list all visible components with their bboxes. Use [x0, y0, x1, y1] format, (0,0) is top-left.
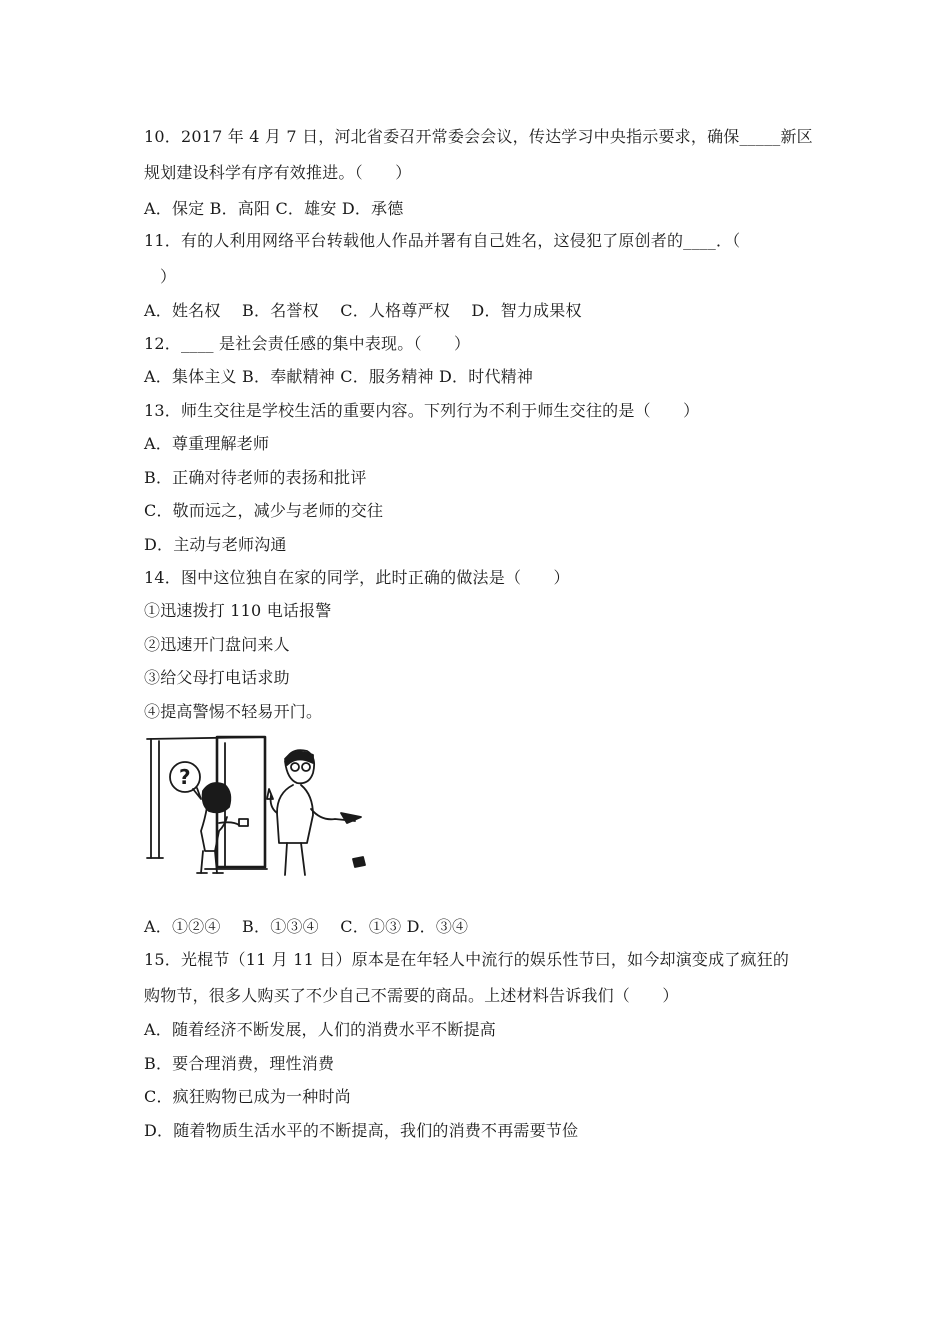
q15-stem-line1: 15．光棍节（11 月 11 日）原本是在年轻人中流行的娱乐性节曰，如今却演变成了疯狂的 — [144, 950, 790, 969]
q13-option-a: A．尊重理解老师 — [144, 434, 270, 453]
q10-stem-line1: 10．2017 年 4 月 7 日，河北省委召开常委会会议，传达学习中央指示要求，确保_____新区 — [144, 127, 813, 146]
q15-option-d: D．随着物质生活水平的不断提高，我们的消费不再需要节俭 — [144, 1121, 579, 1140]
q15-stem-line2: 购物节，很多人购买了不少自己不需要的商品。上述材料告诉我们（ ） — [144, 986, 679, 1005]
q11-options: A．姓名权 B．名誉权 C．人格尊严权 D．智力成果权 — [144, 301, 582, 320]
q15-option-a: A．随着经济不断发展，人们的消费水平不断提高 — [144, 1020, 496, 1039]
q12-stem: 12．____ 是社会责任感的集中表现。（ ） — [144, 334, 471, 353]
q15-option-c: C．疯狂购物已成为一种时尚 — [144, 1087, 351, 1106]
q13-stem: 13．师生交往是学校生活的重要内容。下列行为不利于师生交往的是（ ） — [144, 401, 700, 420]
q14-item-3: ③给父母打电话求助 — [144, 668, 290, 687]
q14-options: A．①②④ B．①③④ C．①③ D．③④ — [144, 917, 469, 936]
q10-stem-line2: 规划建设科学有序有效推进。（ ） — [144, 163, 412, 182]
q10-options: A．保定 B．高阳 C．雄安 D．承德 — [144, 199, 404, 218]
q14-item-2: ②迅速开门盘问来人 — [144, 635, 290, 654]
q14-stem: 14．图中这位独自在家的同学，此时正确的做法是（ ） — [144, 568, 570, 587]
q13-option-d: D．主动与老师沟通 — [144, 535, 287, 554]
q14-illustration — [145, 733, 370, 881]
door-stranger-drawing — [145, 733, 370, 881]
q14-item-1: ①迅速拨打 110 电话报警 — [144, 601, 332, 620]
q15-option-b: B．要合理消费，理性消费 — [144, 1054, 335, 1073]
q14-item-4: ④提高警惕不轻易开门。 — [144, 702, 323, 721]
q11-stem-line1: 11．有的人利用网络平台转载他人作品并署有自己姓名，这侵犯了原创者的____．（ — [144, 231, 741, 250]
q13-option-b: B．正确对待老师的表扬和批评 — [144, 468, 367, 487]
question-mark: ? — [179, 765, 191, 789]
q13-option-c: C．敬而远之，减少与老师的交往 — [144, 501, 384, 520]
q11-stem-line2: ） — [160, 267, 177, 286]
q12-options: A．集体主义 B．奉献精神 C．服务精神 D．时代精神 — [144, 367, 534, 386]
